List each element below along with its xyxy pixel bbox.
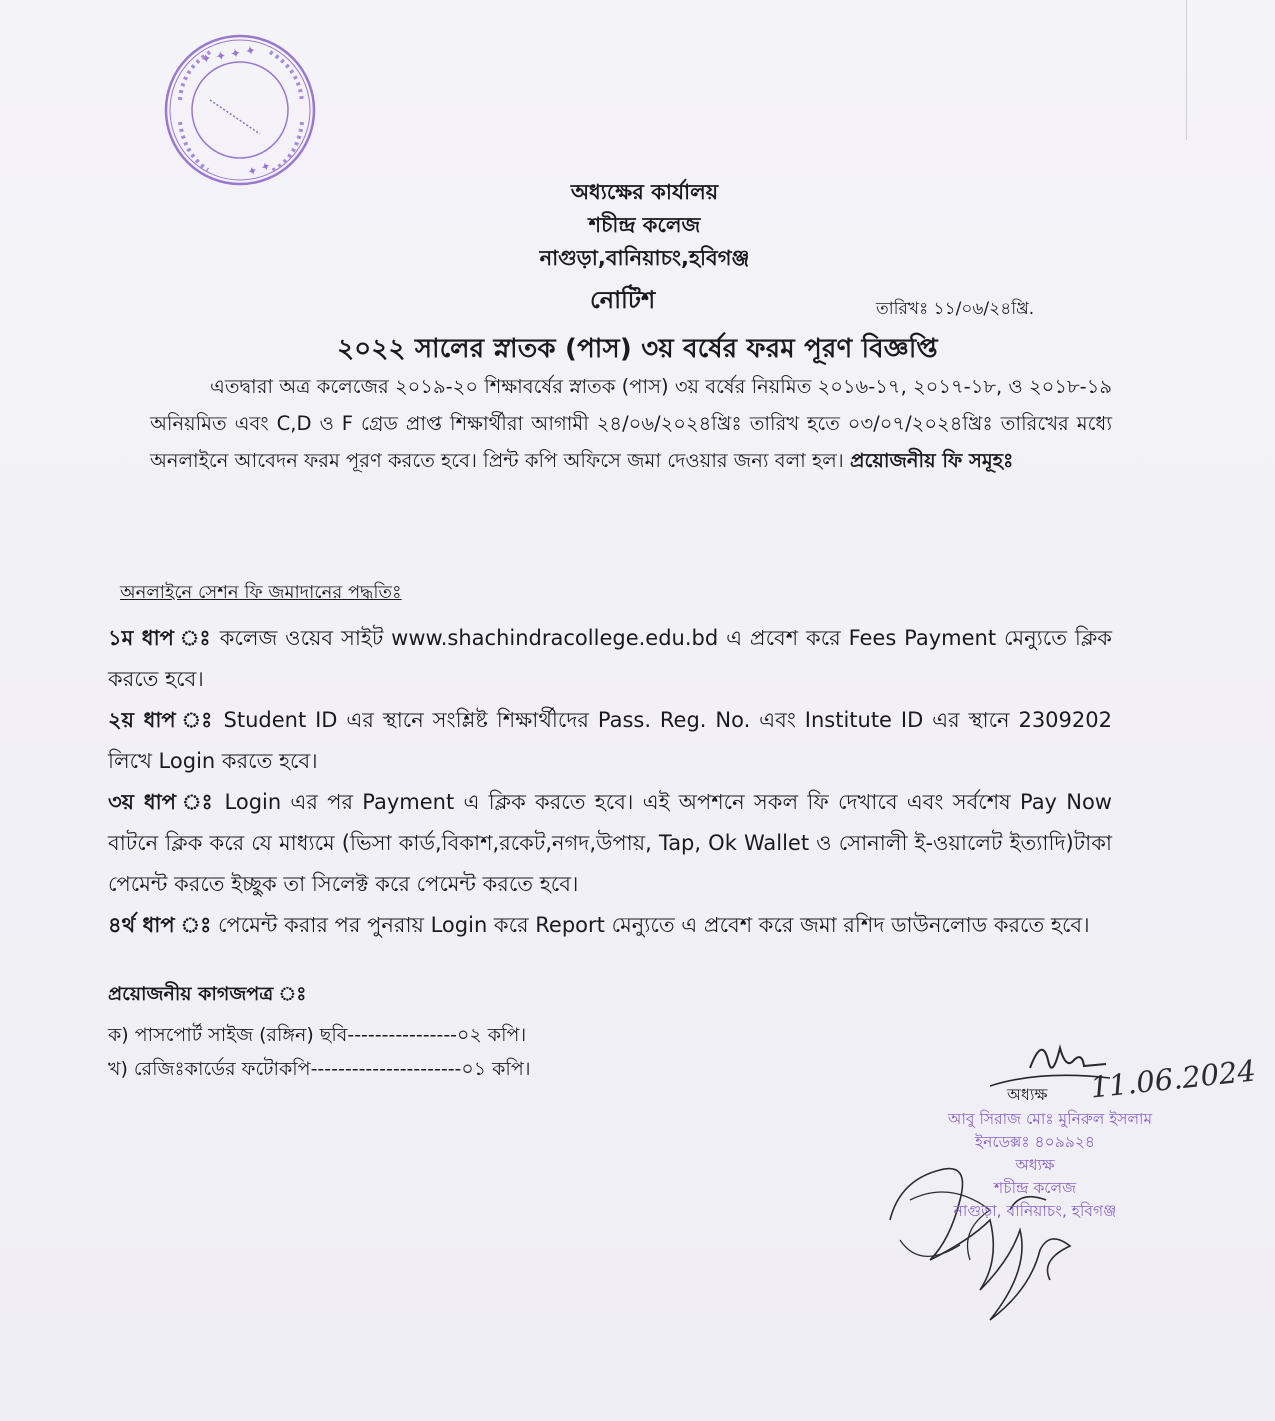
step-text: Login এর পর Payment এ ক্লিক করতে হবে। এই অপশনে সকল ফি দেখাবে এবং সর্বশেষ Pay Now বাটনে ক্লিক করে যে মাধ্যমে (ভিসা কার্ড,বিকাশ,রকেট,নগদ,উপায়, Tap, Ok Wallet ও সোনালী ই-ওয়ালেট ইত্যাদি)টাকা পেমেন্ট করতে ইচ্ছুক তা সিলেক্ট করে পেমেন্ট করতে হবে। [108, 790, 1112, 896]
step-label: ৪র্থ ধাপ ঃ [108, 913, 212, 937]
step-text: কলেজ ওয়েব সাইট www.shachindracollege.edu.bd এ প্রবেশ করে Fees Payment মেন্যুতে ক্লিক করতে হবে। [108, 626, 1112, 691]
college-name: শচীন্দ্র কলেজ [588, 213, 701, 237]
stamp-college: শচীন্দ্র কলেজ [994, 1179, 1076, 1197]
fees-label: প্রয়োজনীয় ফি সমূহঃ [849, 449, 1014, 472]
main-title: ২০২২ সালের স্নাতক (পাস) ৩য় বর্ষের ফরম পূরণ বিজ্ঞপ্তি [337, 334, 938, 364]
svg-text:✦ ✦ ✦ ✦: ✦ ✦ ✦ ✦ [199, 43, 258, 68]
notice-title: নোটিশ [590, 286, 656, 314]
step-3 [108, 782, 1112, 905]
required-papers-heading: প্রয়োজনীয় কাগজপত্র ঃ [108, 983, 307, 1005]
handwritten-date: 11.06.2024 [1088, 1053, 1258, 1105]
step-4 [108, 905, 1112, 946]
stamp-index: ইনডেক্সঃ ৪০৯৯২৪ [975, 1133, 1095, 1151]
step-label: ৩য় ধাপ ঃ [108, 790, 216, 814]
college-address: নাগুড়া,বানিয়াচং,হবিগঞ্জ [539, 246, 750, 270]
step-text: পেমেন্ট করার পর পুনরায় Login করে Report মেন্যুতে এ প্রবেশ করে জমা রশিদ ডাউনলোড করতে হবে। [218, 913, 1090, 937]
notice-row [0, 282, 1275, 322]
stamp-name: আবু সিরাজ মোঃ মুনিরুল ইসলাম [947, 1110, 1153, 1128]
signature-title: অধ্যক্ষ [1007, 1085, 1048, 1104]
step-1 [108, 618, 1112, 700]
office-name: অধ্যক্ষের কার্যালয় [570, 180, 719, 204]
scan-edge-line [1186, 0, 1187, 140]
required-papers-list [108, 1018, 531, 1086]
step-2 [108, 700, 1112, 782]
stamp-title: অধ্যক্ষ [1015, 1156, 1055, 1174]
step-label: ১ম ধাপ ঃ [108, 626, 212, 650]
stamp-address: নাগুড়া, বানিয়াচং, হবিগঞ্জ [953, 1202, 1117, 1220]
office-header [0, 176, 1275, 275]
svg-text:✦ ✦: ✦ ✦ [245, 158, 273, 180]
step-text: Student ID এর স্থানে সংশ্লিষ্ট শিক্ষার্থীদের Pass. Reg. No. এবং Institute ID এর স্থানে 2309202 লিখে Login করতে হবে। [108, 708, 1112, 773]
notice-date: তারিখঃ ১১/০৬/২৪খ্রি. [876, 299, 1035, 319]
intro-paragraph [150, 368, 1112, 479]
payment-steps [108, 618, 1112, 946]
paper-item: ক) পাসপোর্ট সাইজ (রঙ্গিন) ছবি----------------০২ কপি। [108, 1024, 527, 1046]
principal-stamp [900, 1108, 1170, 1223]
college-seal-icon [160, 30, 320, 190]
step-label: ২য় ধাপ ঃ [108, 708, 215, 732]
paper-item: খ) রেজিঃকার্ডের ফটোকপি----------------------০১ কপি। [108, 1058, 531, 1080]
intro-text: এতদ্বারা অত্র কলেজের ২০১৯-২০ শিক্ষাবর্ষের স্নাতক (পাস) ৩য় বর্ষের নিয়মিত ২০১৬-১৭, ২০১৭-১৮, ও ২০১৮-১৯ অনিয়মিত এবং C,D ও F গ্রেড প্রাপ্ত শিক্ষার্থীরা আগামী ২৪/০৬/২০২৪খ্রিঃ তারিখ হতে ০৩/০৭/২০২৪খ্রিঃ তারিখের মধ্যে অনলাইনে আবেদন ফরম পূরণ করতে হবে। প্রিন্ট কপি অফিসে জমা দেওয়ার জন্য বলা হল। [150, 375, 1112, 472]
payment-method-heading: অনলাইনে সেশন ফি জমাদানের পদ্ধতিঃ [120, 582, 402, 603]
